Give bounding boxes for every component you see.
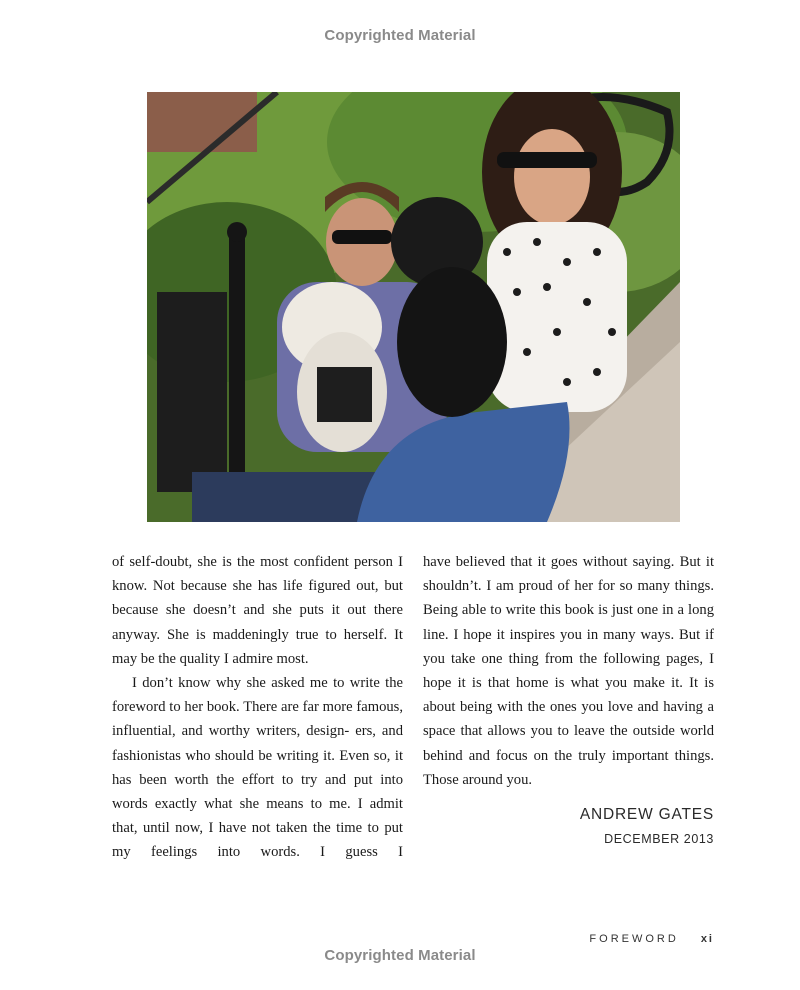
author-signature: ANDREW GATES — [579, 806, 714, 823]
signature-date: DECEMBER 2013 — [604, 832, 714, 846]
copyright-watermark-top: Copyrighted Material — [324, 27, 476, 44]
couple-with-dogs-photo — [147, 92, 680, 522]
right-text-column — [423, 550, 714, 792]
paragraph: I don’t know why she asked me to write the foreword to her book. There are far more famous, influential, and worthy writers, design- ers, and fashionistas who should be writing it. Even so, it has been worth the effort to try and put into words exactly what she means to me. I admit that, until now, I have not taken the time to put my feelings into words. I guess I — [112, 675, 403, 861]
section-label: FOREWORD — [589, 933, 679, 945]
page-footer — [589, 933, 714, 945]
paragraph: have believed that it goes without saying. But it shouldn’t. I am proud of her for so many things. Being able to write this book is just one in a long line. I hope it inspires you in many ways. But if you take one thing from the following pages, I hope it is that home is what you make it. It is about being with the ones you love and having a space that allows you to leave the outside world behind and focus on the truly important things. Those around you. — [423, 554, 714, 788]
copyright-watermark-bottom: Copyrighted Material — [324, 947, 476, 964]
left-text-column — [112, 550, 403, 865]
paragraph: of self-doubt, she is the most confident person I know. Not because she has life figured out, but because she doesn’t and she puts it out there anyway. She is maddeningly true to herself. It may be the quality I admire most. — [112, 554, 403, 667]
page-number: xi — [700, 933, 714, 945]
